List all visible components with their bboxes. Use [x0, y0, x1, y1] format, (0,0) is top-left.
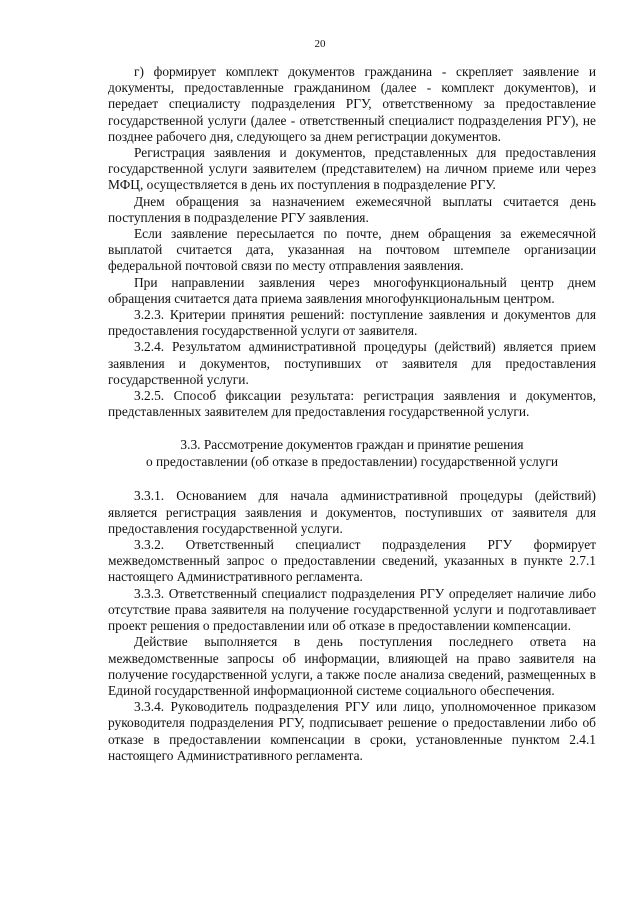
- paragraph: 3.3.4. Руководитель подразделения РГУ или лицо, уполномоченное приказом руководителя подразделения РГУ, подписывает решение о предоставлении либо об отказе в предоставлении компенсации в сроки, установленные пунктом 2.4.1 настоящего Административного регламента.: [108, 699, 596, 763]
- paragraph: Действие выполняется в день поступления последнего ответа на межведомственные запросы об информации, влияющей на право заявителя на получение государственной услуги, а также после анализа сведений, размещенных в Единой государственной информационной системе социального обеспечения.: [108, 634, 596, 698]
- paragraph: г) формирует комплект документов гражданина - скрепляет заявление и документы, предоставленные гражданином (далее - комплект документов), и передает специалисту подразделения РГУ, ответственному за предоставление государственной услуги (далее - ответственный специалист подразделения РГУ), не позднее рабочего дня, следующего за днем регистрации документов.: [108, 64, 596, 144]
- paragraph: 3.3.2. Ответственный специалист подразделения РГУ формирует межведомственный запрос о предоставлении сведений, указанных в пункте 2.7.1 настоящего Административного регламента.: [108, 537, 596, 585]
- paragraph: 3.2.4. Результатом административной процедуры (действий) является прием заявления и документов, поступивших от заявителя для предоставления государственной услуги.: [108, 339, 596, 387]
- document-body: [108, 64, 596, 764]
- paragraph: 3.3.3. Ответственный специалист подразделения РГУ определяет наличие либо отсутствие права заявителя на получение государственной услуги и подготавливает проект решения о предоставлении или об отказе в предоставлении компенсации.: [108, 585, 596, 634]
- section-heading-line: 3.3. Рассмотрение документов граждан и принятие решения: [180, 437, 524, 453]
- paragraph: При направлении заявления через многофункциональный центр днем обращения считается дата приема заявления многофункциональным центром.: [108, 274, 596, 306]
- section-heading-line: о предоставлении (об отказе в предоставлении) государственной услуги: [145, 454, 559, 470]
- paragraph: Если заявление пересылается по почте, днем обращения за ежемесячной выплатой считается дата, указанная на почтовом штемпеле организации федеральной почтовой связи по месту отправления заявления.: [108, 226, 596, 274]
- paragraph: 3.3.1. Основанием для начала административной процедуры (действий) является регистрация заявления и документов, поступивших от заявителя для предоставления государственной услуги.: [108, 488, 596, 536]
- paragraph: 3.2.5. Способ фиксации результата: регистрация заявления и документов, представленных заявителем для предоставления государственной услуги.: [108, 388, 596, 420]
- paragraph: 3.2.3. Критерии принятия решений: поступление заявления и документов для предоставления государственной услуги от заявителя.: [108, 307, 596, 339]
- section-heading: [108, 436, 596, 470]
- paragraph: Днем обращения за назначением ежемесячной выплаты считается день поступления в подразделение РГУ заявления.: [108, 193, 596, 225]
- page-number: 20: [314, 38, 326, 50]
- paragraph: Регистрация заявления и документов, представленных для предоставления государственной услуги заявителем (представителем) на личном приеме или через МФЦ, осуществляется в день их поступления в подразделение РГУ.: [108, 145, 596, 193]
